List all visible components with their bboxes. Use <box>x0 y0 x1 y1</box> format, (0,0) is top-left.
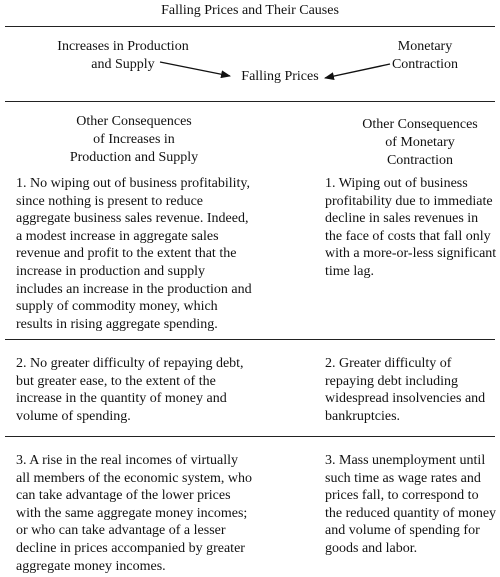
text-line: decline in sales revenues in <box>325 211 479 227</box>
page-title: Falling Prices and Their Causes <box>161 3 339 18</box>
text-line: such time as wage rates and <box>325 470 481 486</box>
text-line: 2. Greater difficulty of <box>325 356 452 371</box>
right-heading-line-1: Other Consequences <box>362 117 478 132</box>
row-2-left-cell <box>16 355 316 425</box>
text-line: profitability due to immediate <box>325 193 493 209</box>
left-column-heading <box>44 113 224 167</box>
text-line: increase in the quantity of money and <box>16 391 227 407</box>
row-3-right-cell <box>325 452 500 558</box>
text-line: but greater ease, to the extent of the <box>16 373 216 389</box>
text-line: increase in production and supply <box>16 263 205 279</box>
text-line: 1. No wiping out of business profitability, <box>16 176 250 191</box>
text-line: aggregate business sales revenue. Indeed, <box>16 211 249 227</box>
text-line: with a more-or-less significant <box>325 246 497 262</box>
text-line: 2. No greater difficulty of repaying debt, <box>16 356 244 371</box>
cause-right-line-1: Monetary <box>397 39 453 54</box>
left-heading-line-1: Other Consequences <box>76 114 192 129</box>
text-line: since nothing is present to reduce <box>16 193 204 209</box>
text-line: aggregate money incomes. <box>16 558 166 574</box>
text-line: all members of the economic system, who <box>16 470 252 486</box>
divider <box>5 339 495 340</box>
text-line: results in rising aggregate spending. <box>16 316 218 332</box>
row-1-left-cell <box>16 175 316 333</box>
text-line: goods and labor. <box>325 540 418 556</box>
right-column-heading <box>350 116 490 170</box>
text-line: can take advantage of the lower prices <box>16 488 231 504</box>
text-line: or who can take advantage of a lesser <box>16 523 226 539</box>
text-line: repaying debt including <box>325 373 458 389</box>
effect-falling-prices: Falling Prices <box>241 69 319 84</box>
diagram-arrows <box>0 0 500 110</box>
text-line: with the same aggregate money incomes; <box>16 505 248 521</box>
text-line: 1. Wiping out of business <box>325 176 468 191</box>
cause-left-line-2: and Supply <box>91 57 155 72</box>
text-line: bankruptcies. <box>325 408 401 424</box>
text-line: volume of spending. <box>16 408 131 424</box>
cause-right-line-2: Contraction <box>391 57 459 72</box>
text-line: and volume of spending for <box>325 523 480 539</box>
left-heading-line-3: Production and Supply <box>69 150 199 165</box>
text-line: 3. Mass unemployment until <box>325 453 486 468</box>
text-line: decline in prices accompanied by greater <box>16 540 245 556</box>
text-line: revenue and profit to the extent that the <box>16 246 237 262</box>
left-heading-line-2: of Increases in <box>93 132 175 147</box>
text-line: 3. A rise in the real incomes of virtually <box>16 453 239 468</box>
text-line: prices fall, to correspond to <box>325 488 479 504</box>
text-line: a modest increase in aggregate sales <box>16 228 219 244</box>
text-line: includes an increase in the production and <box>16 281 252 297</box>
right-heading-line-2: of Monetary <box>385 135 455 150</box>
text-line: the face of costs that fall only <box>325 228 491 244</box>
divider <box>5 436 495 437</box>
text-line: supply of commodity money, which <box>16 299 218 315</box>
divider <box>5 101 495 102</box>
text-line: time lag. <box>325 263 374 279</box>
arrow-contraction-to-prices <box>325 64 390 78</box>
text-line: widespread insolvencies and <box>325 391 486 407</box>
row-3-left-cell <box>16 452 316 575</box>
text-line: the reduced quantity of money <box>325 505 497 521</box>
cause-left-line-1: Increases in Production <box>57 39 189 54</box>
row-1-right-cell <box>325 175 500 281</box>
row-2-right-cell <box>325 355 500 425</box>
right-heading-line-3: Contraction <box>386 153 454 168</box>
arrow-production-to-prices <box>160 62 230 76</box>
